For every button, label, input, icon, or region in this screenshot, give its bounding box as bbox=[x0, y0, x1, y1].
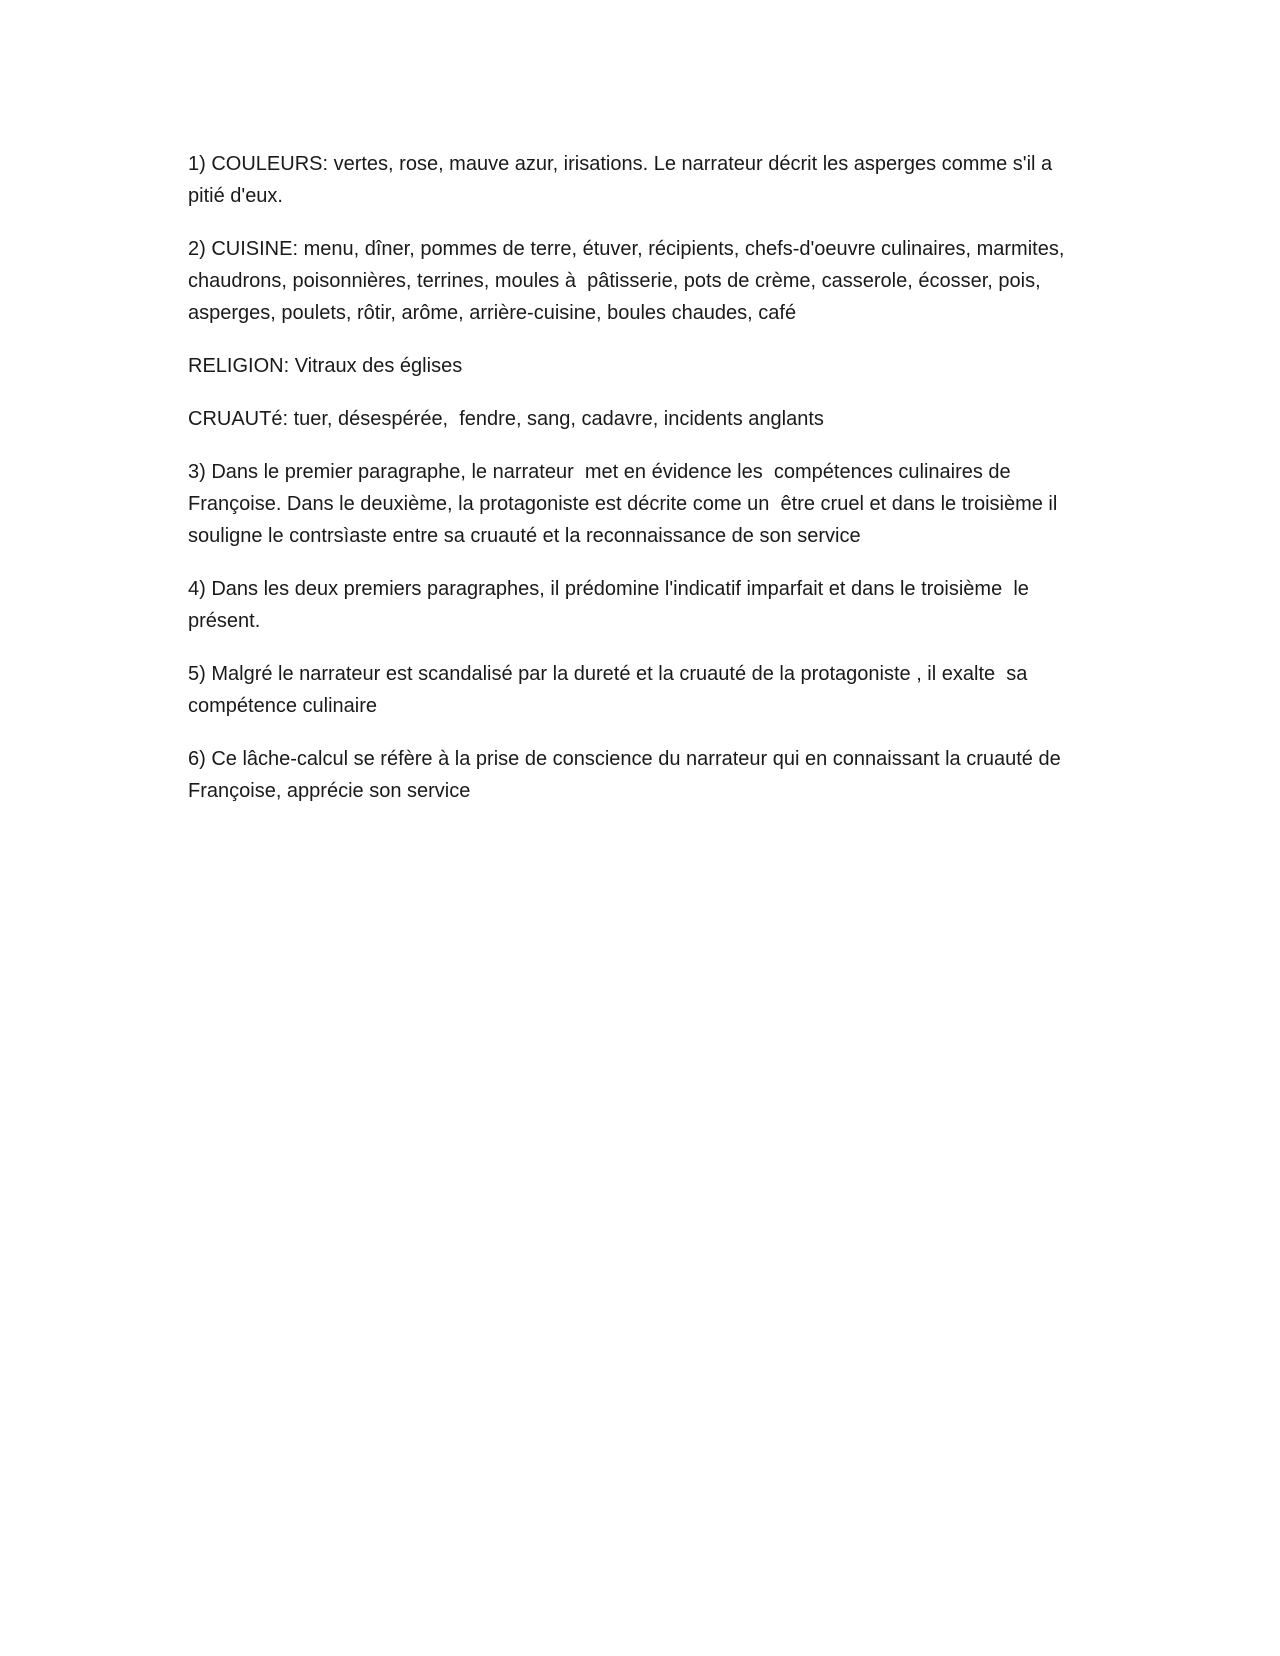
document-body bbox=[188, 148, 1088, 828]
paragraph-religion: RELIGION: Vitraux des églises bbox=[188, 355, 463, 377]
paragraph-answer-4: 4) Dans les deux premiers paragraphes, il prédomine l'indicatif imparfait et dans le troisième le présent. bbox=[188, 578, 1035, 632]
paragraph-cruaute: CRUAUTé: tuer, désespérée, fendre, sang, cadavre, incidents anglants bbox=[188, 408, 824, 430]
paragraph-answer-3: 3) Dans le premier paragraphe, le narrateur met en évidence les compétences culinaires de Françoise. Dans le deuxième, la protagoniste est décrite come un être cruel et dans le troisième il souligne le contrsìaste entre sa cruauté et la reconnaissance de son service bbox=[188, 461, 1063, 547]
paragraph-answer-6: 6) Ce lâche-calcul se réfère à la prise de conscience du narrateur qui en connaissant la cruauté de Françoise, apprécie son service bbox=[188, 748, 1067, 802]
paragraph-answer-5: 5) Malgré le narrateur est scandalisé par la dureté et la cruauté de la protagoniste , il exalte sa compétence culinaire bbox=[188, 663, 1033, 717]
paragraph-cuisine: 2) CUISINE: menu, dîner, pommes de terre, étuver, récipients, chefs-d'oeuvre culinaires, marmites, chaudrons, poisonnières, terrines, moules à pâtisserie, pots de crème, casserole, écosser, pois, asperges, poulets, rôtir, arôme, arrière-cuisine, boules chaudes, café bbox=[188, 238, 1070, 324]
paragraph-couleurs: 1) COULEURS: vertes, rose, mauve azur, irisations. Le narrateur décrit les asperges comme s'il a pitié d'eux. bbox=[188, 153, 1058, 207]
